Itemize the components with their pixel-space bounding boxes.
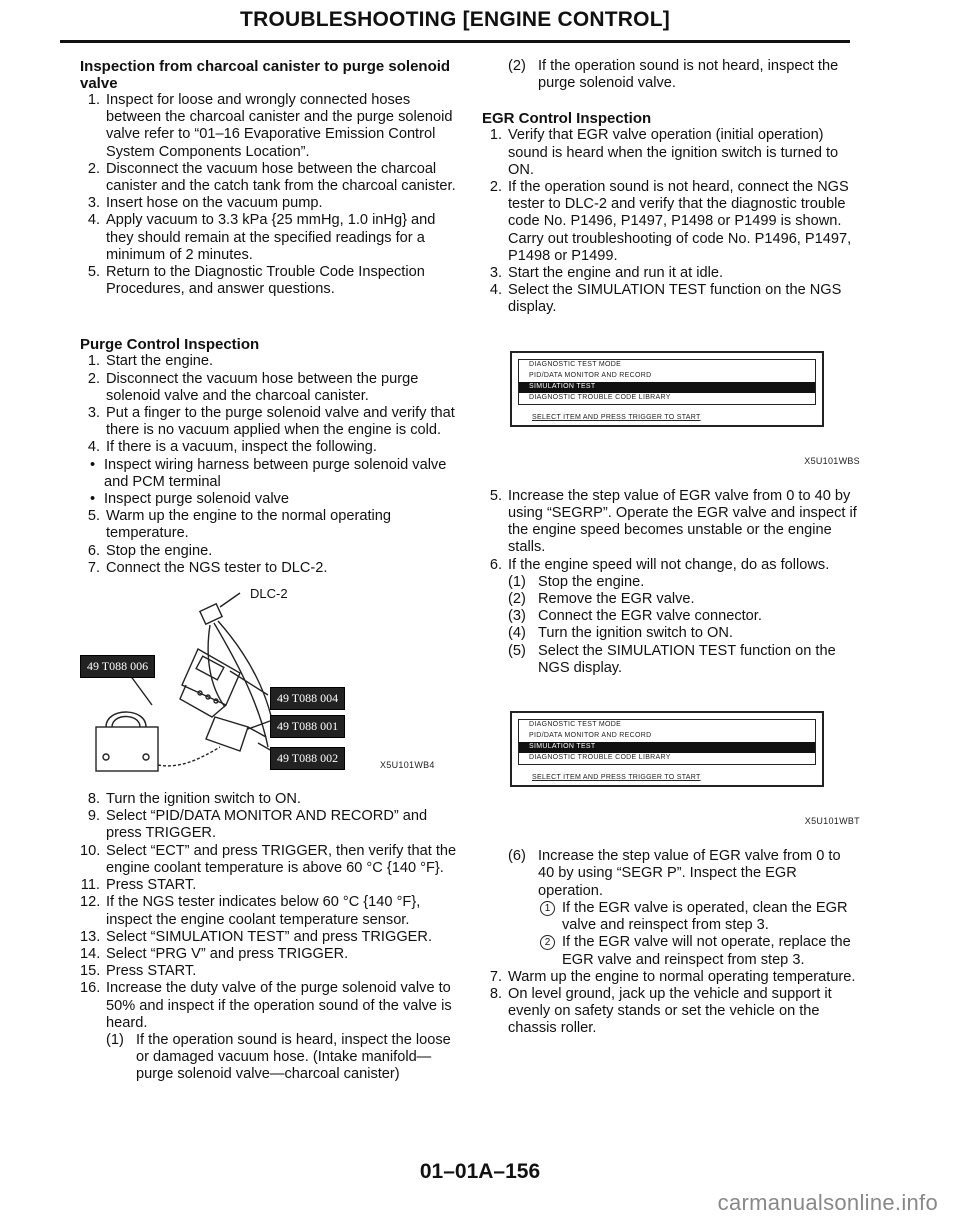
tool-label-49-t088-001: 49 T088 001 xyxy=(270,715,345,738)
sub-item: (2) Remove the EGR valve. xyxy=(508,591,695,608)
list-item: 3. Start the engine and run it at idle. xyxy=(489,265,723,282)
list-item: 15. Press START. xyxy=(80,963,197,980)
tool-label-49-t088-002: 49 T088 002 xyxy=(270,747,345,770)
section-title-egr-control: EGR Control Inspection xyxy=(482,110,652,128)
list-item: 9. Select “PID/DATA MONITOR AND RECORD” and press TRIGGER. xyxy=(87,808,428,842)
list-item: 16. Increase the duty valve of the purge solenoid valve to 50% and inspect if the operation sound of the valve is heard. xyxy=(80,980,452,1031)
list-item: 3. Insert hose on the vacuum pump. xyxy=(87,195,323,212)
watermark: carmanualsonline.info xyxy=(717,1190,938,1215)
screen-prompt: SELECT ITEM AND PRESS TRIGGER TO START xyxy=(532,774,701,782)
list-item: 3. Put a finger to the purge solenoid valve and verify that there is no vacuum applied when the engine is cold. xyxy=(87,405,455,439)
tool-label-49-t088-004: 49 T088 004 xyxy=(270,687,345,710)
ngs-screen-simulation-2 xyxy=(510,711,824,787)
menu-line: DIAGNOSTIC TROUBLE CODE LIBRARY xyxy=(529,393,671,401)
egr-steps-final xyxy=(482,848,860,1037)
ngs-tester-figure xyxy=(80,587,458,787)
bullet-item: • Inspect purge solenoid valve xyxy=(90,491,289,508)
list-item: 4. Apply vacuum to 3.3 kPa {25 mmHg, 1.0 inHg} and they should remain at the specified readings for a minimum of 2 minutes. xyxy=(87,212,436,263)
menu-line-selected: SIMULATION TEST xyxy=(519,382,815,393)
ngs-screen-simulation xyxy=(510,351,824,427)
circled-item: 2 If the EGR valve will not operate, replace the EGR valve and reinspect from step 3. xyxy=(536,934,860,968)
figure-code: X5U101WBT xyxy=(804,816,860,827)
bullet-item: • Inspect wiring harness between purge solenoid valve and PCM terminal xyxy=(90,456,447,490)
left-column xyxy=(80,58,458,1084)
list-item: 1. Start the engine. xyxy=(87,353,214,370)
list-item: 2. Disconnect the vacuum hose between the purge solenoid valve and the charcoal canister. xyxy=(87,370,419,404)
sub-item: (6) Increase the step value of EGR valve from 0 to 40 by using “SEGR P”. Inspect the EGR operation. xyxy=(508,848,841,899)
canister-steps xyxy=(80,92,458,298)
list-item: 4. If there is a vacuum, inspect the following. xyxy=(87,439,377,456)
list-item: 14. Select “PRG V” and press TRIGGER. xyxy=(80,945,349,962)
right-column xyxy=(482,58,860,1038)
menu-line: DIAGNOSTIC TROUBLE CODE LIBRARY xyxy=(529,754,671,762)
page-number: 01–01A–156 xyxy=(419,1160,541,1183)
header-rule xyxy=(60,40,850,43)
list-item: 8. On level ground, jack up the vehicle and support it evenly on safety stands or set the vehicle on the chassis roller. xyxy=(489,985,832,1037)
list-item: 8. Turn the ignition switch to ON. xyxy=(87,791,301,808)
list-item: 6. If the engine speed will not change, do as follows. xyxy=(489,556,830,573)
sub-item: (1) Stop the engine. xyxy=(508,573,645,590)
sub-item: (5) Select the SIMULATION TEST function on the NGS display. xyxy=(508,642,836,676)
page-header: TROUBLESHOOTING [ENGINE CONTROL] xyxy=(240,8,670,31)
sub-item: (2) If the operation sound is not heard, inspect the purge solenoid valve. xyxy=(508,58,839,92)
sub-item: (3) Connect the EGR valve connector. xyxy=(508,608,762,625)
list-item: 1. Verify that EGR valve operation (initial operation) sound is heard when the ignition switch is turned to ON. xyxy=(489,127,839,178)
list-item: 4. Select the SIMULATION TEST function on the NGS display. xyxy=(489,282,842,316)
section-title-purge-control: Purge Control Inspection xyxy=(80,336,260,354)
list-item: 6. Stop the engine. xyxy=(87,542,213,559)
menu-line-selected: SIMULATION TEST xyxy=(519,742,815,753)
purge-steps xyxy=(80,353,458,577)
section-title-canister: Inspection from charcoal canister to purge solenoid valve xyxy=(80,58,451,92)
list-item: 5. Return to the Diagnostic Trouble Code Inspection Procedures, and answer questions. xyxy=(87,264,425,298)
list-item: 10. Select “ECT” and press TRIGGER, then verify that the engine coolant temperature is above 60 °C {140 °F}. xyxy=(80,842,457,876)
menu-line: DIAGNOSTIC TEST MODE xyxy=(529,721,622,729)
sub-item: (4) Turn the ignition switch to ON. xyxy=(508,625,733,642)
list-item: 7. Connect the NGS tester to DLC-2. xyxy=(87,559,328,576)
screen-prompt: SELECT ITEM AND PRESS TRIGGER TO START xyxy=(532,413,701,421)
list-item: 11. Press START. xyxy=(80,877,197,894)
egr-steps xyxy=(482,127,860,316)
circled-item: 1 If the EGR valve is operated, clean the EGR valve and reinspect from step 3. xyxy=(536,900,860,934)
menu-line: PID/DATA MONITOR AND RECORD xyxy=(529,371,652,379)
tool-label-49-t088-006: 49 T088 006 xyxy=(80,655,155,678)
list-item: 2. Disconnect the vacuum hose between the charcoal canister and the catch tank from the charcoal canister. xyxy=(87,160,456,195)
purge-steps-continued xyxy=(80,791,458,1083)
egr-steps-continued xyxy=(482,488,860,677)
list-item: 2. If the operation sound is not heard, connect the NGS tester to DLC-2 and verify that the diagnostic trouble code No. P1496, P1497, P1498 or P1499 is shown. Carry out troubleshooting of code No. P1496, P1497, P1498 or P1499. xyxy=(489,179,852,264)
sub-item: (1) If the operation sound is heard, inspect the loose or damaged vacuum hose. (Intake manifold—purge solenoid valve—charcoal canister) xyxy=(106,1031,451,1083)
list-item: 7. Warm up the engine to normal operating temperature. xyxy=(489,968,856,985)
menu-line: DIAGNOSTIC TEST MODE xyxy=(529,360,622,368)
ngs-menu xyxy=(518,359,816,405)
dlc-2-label: DLC-2 xyxy=(250,586,288,602)
list-item: 5. Increase the step value of EGR valve from 0 to 40 by using “SEGRP”. Operate the EGR valve and inspect if the engine speed becomes unstable or the engine stalls. xyxy=(489,487,857,556)
list-item: 1. Inspect for loose and wrongly connected hoses between the charcoal canister and the purge solenoid valve refer to “01–16 Evaporative Emission Control System Components Location”. xyxy=(87,92,453,160)
figure-code: X5U101WB4 xyxy=(380,760,435,771)
list-item: 13. Select “SIMULATION TEST” and press TRIGGER. xyxy=(80,928,433,945)
figure-code: X5U101WBS xyxy=(804,455,860,466)
list-item: 12. If the NGS tester indicates below 60 °C {140 °F}, inspect the engine coolant temperature sensor. xyxy=(80,894,421,928)
list-item: 5. Warm up the engine to the normal operating temperature. xyxy=(87,508,392,542)
ngs-menu xyxy=(518,719,816,765)
menu-line: PID/DATA MONITOR AND RECORD xyxy=(529,732,652,740)
